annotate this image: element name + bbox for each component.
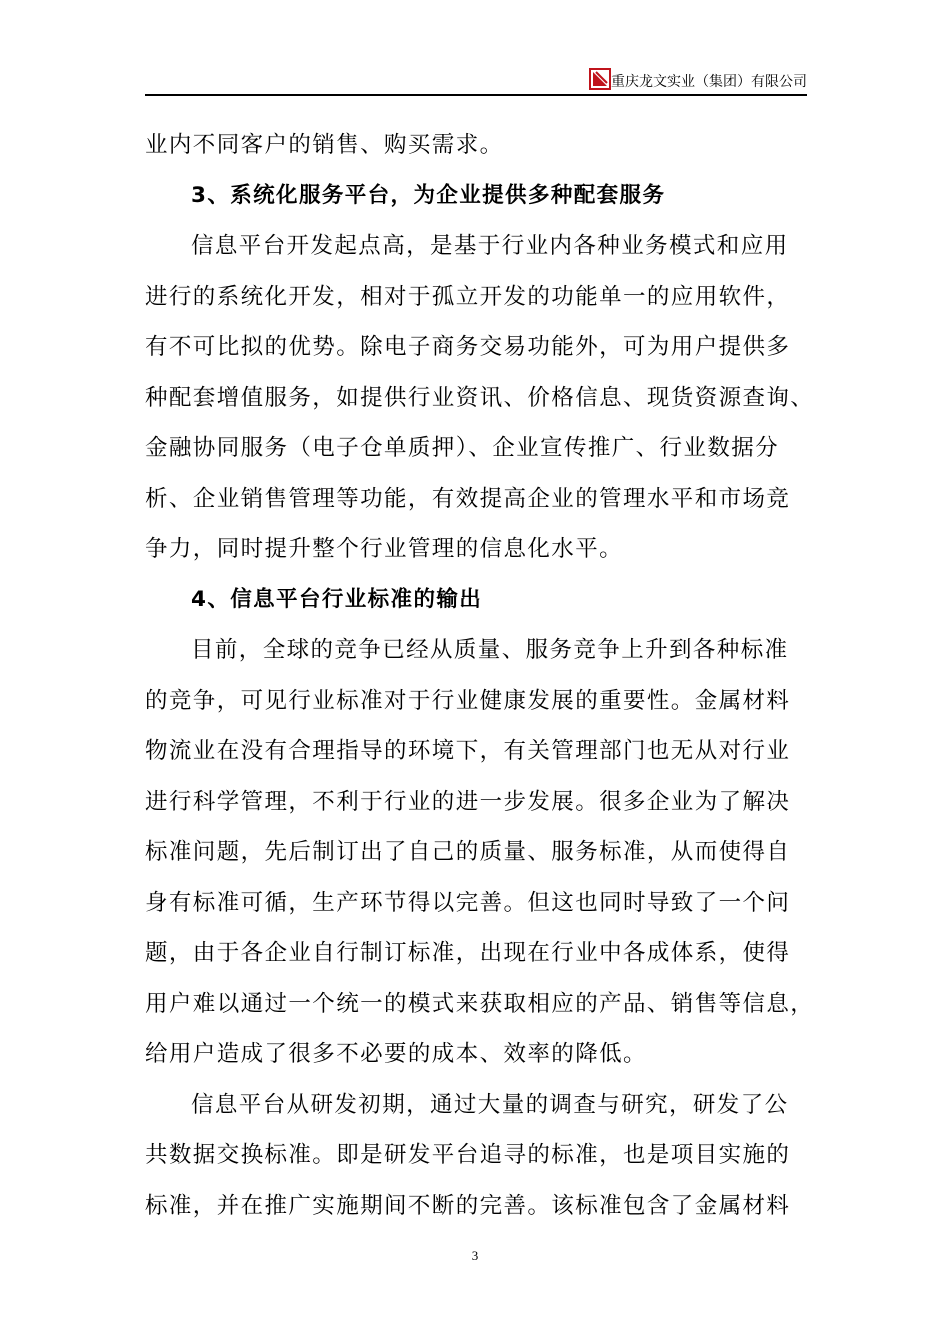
paragraph-line: 目前，全球的竞争已经从质量、服务竞争上升到各种标准: [191, 637, 789, 663]
paragraph-line: 给用户造成了很多不必要的成本、效率的降低。: [145, 1041, 647, 1067]
paragraph-line: 身有标准可循，生产环节得以完善。但这也同时导致了一个问: [145, 889, 791, 916]
paragraph-line: 题，由于各企业自行制订标准，出现在行业中各成体系，使得: [145, 940, 791, 966]
document-body: [145, 120, 815, 1231]
paragraph-line: 业内不同客户的销售、购买需求。: [145, 132, 504, 158]
paragraph-line: 标准问题，先后制订出了自己的质量、服务标准，从而使得自: [145, 839, 791, 865]
paragraph-line: 金融协同服务（电子仓单质押）、企业宣传推广、行业数据分: [145, 435, 780, 461]
paragraph-line: 有不可比拟的优势。除电子商务交易功能外，可为用户提供多: [145, 334, 791, 360]
paragraph-line: 的竞争，可见行业标准对于行业健康发展的重要性。金属材料: [145, 687, 791, 714]
paragraph-line: 进行科学管理，不利于行业的进一步发展。很多企业为了解决: [145, 788, 791, 815]
paragraph-line: 信息平台从研发初期，通过大量的调查与研究，研发了公: [191, 1091, 789, 1118]
section-heading-4: 4、信息平台行业标准的输出: [191, 586, 483, 612]
paragraph-line: 物流业在没有合理指导的环境下，有关管理部门也无从对行业: [145, 738, 791, 764]
paragraph-line: 进行的系统化开发，相对于孤立开发的功能单一的应用软件，: [145, 283, 791, 310]
paragraph-line: 信息平台开发起点高，是基于行业内各种业务模式和应用: [191, 233, 789, 259]
company-name: 重庆龙文实业（集团）有限公司: [611, 74, 807, 90]
section-heading-3: 3、系统化服务平台，为企业提供多种配套服务: [191, 182, 666, 208]
paragraph-line: 争力，同时提升整个行业管理的信息化水平。: [145, 536, 624, 562]
paragraph-line: 种配套增值服务，如提供行业资讯、价格信息、现货资源查询、: [145, 384, 815, 411]
paragraph-line: 共数据交换标准。即是研发平台追寻的标准，也是项目实施的: [145, 1142, 791, 1168]
longwen-logo-icon: [589, 68, 611, 90]
page-header: [145, 64, 807, 96]
page-number: 3: [471, 1248, 479, 1263]
paragraph-line: 用户难以通过一个统一的模式来获取相应的产品、销售等信息，: [145, 990, 815, 1017]
paragraph-line: 标准，并在推广实施期间不断的完善。该标准包含了金属材料: [145, 1192, 791, 1219]
paragraph-line: 析、企业销售管理等功能，有效提高企业的管理水平和市场竞: [145, 485, 791, 512]
